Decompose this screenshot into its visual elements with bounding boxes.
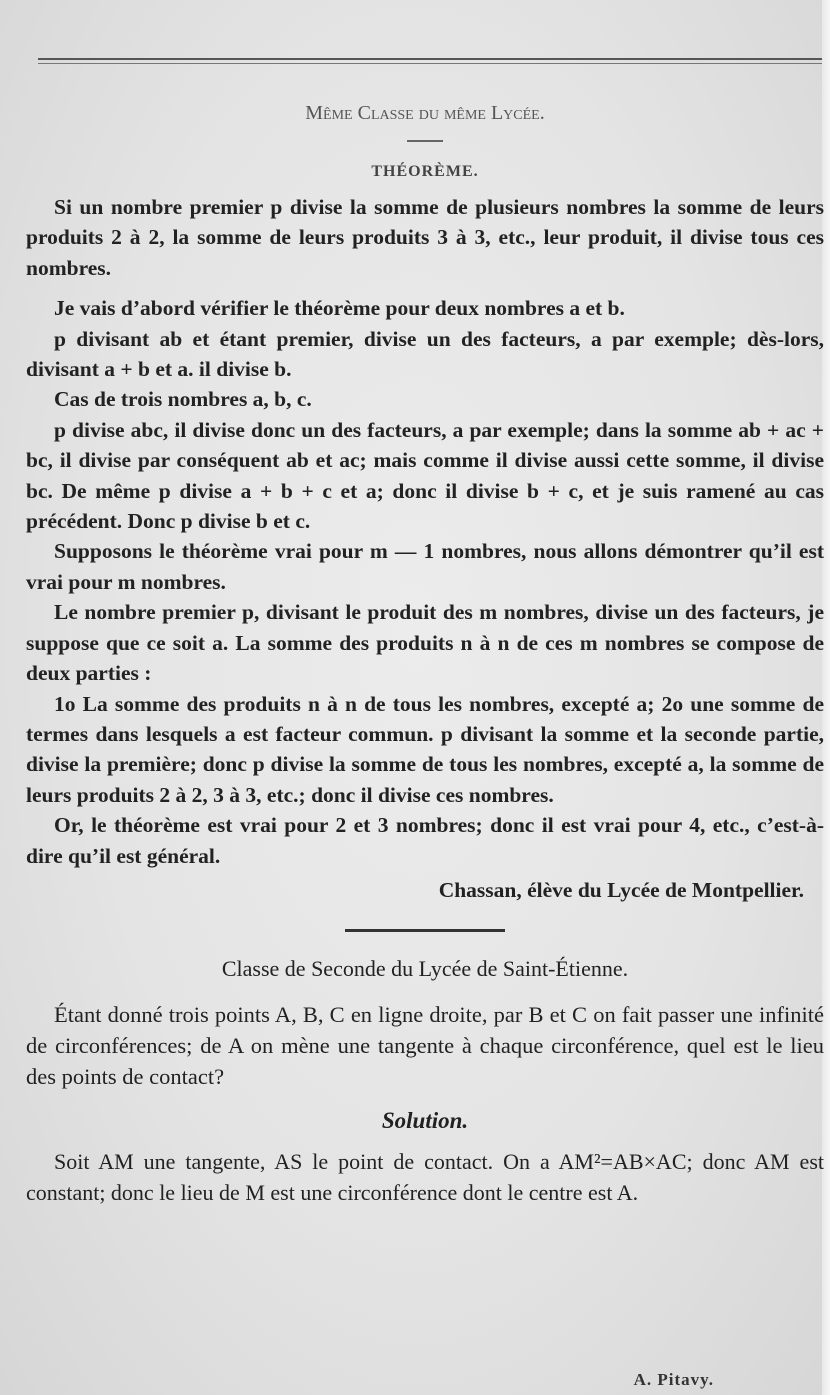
problem-statement: Étant donné trois points A, B, C en ligne droite, par B et C on fait passer une infinité de circonférences; de A on mène une tangente à chaque circonférence, quel est le lieu des points de contact? xyxy=(26,1001,824,1089)
paragraph: Je vais d’abord vérifier le théorème pour deux nombres a et b. xyxy=(54,296,625,321)
heading-rule xyxy=(407,140,443,142)
top-rule xyxy=(38,58,822,64)
paragraph: p divisant ab et étant premier, divise un des facteurs, a par exemple; dès-lors, divisant a + b et a. il divise b. xyxy=(26,326,824,382)
theorem-label: THÉORÈME. xyxy=(371,163,479,180)
separator-rule xyxy=(345,929,505,932)
section-heading: Même Classe du même Lycée. xyxy=(305,102,545,124)
paragraph: Le nombre premier p, divisant le produit des m nombres, divise un des facteurs, je suppose que ce soit a. La somme des produits n à n de ces m nombres se compose de deux parties : xyxy=(26,600,824,686)
paragraph: 1o La somme des produits n à n de tous les nombres, excepté a; 2o une somme de termes dans lesquels a est facteur commun. p divisant la somme et la seconde partie, divise la première; donc p divise la somme de tous les nombres, excepté a, la somme de leurs produits 2 à 2, 3 à 3, etc.; donc il divise ces nombres. xyxy=(26,691,824,807)
paragraph: Cas de trois nombres a, b, c. xyxy=(54,387,312,412)
paragraph: Or, le théorème est vrai pour 2 et 3 nombres; donc il est vrai pour 4, etc., c’est-à-dire qu’il est général. xyxy=(26,813,824,868)
solution-title: Solution. xyxy=(381,1107,469,1133)
signature-pitavy: A. Pitavy. xyxy=(633,1370,714,1389)
paragraph: p divise abc, il divise donc un des facteurs, a par exemple; dans la somme ab + ac + bc, il divise par conséquent ab et ac; mais comme il divise aussi cette somme, il divise bc. De même p divise a + b + c et a; donc il divise b + c, et je suis ramené au cas précédent. Donc p divise b et c. xyxy=(26,417,824,534)
class-heading: Classe de Seconde du Lycée de Saint-Étienne. xyxy=(221,956,629,982)
paragraph: Supposons le théorème vrai pour m — 1 nombres, nous allons démontrer qu’il est vrai pour m nombres. xyxy=(26,539,824,594)
theorem-statement: Si un nombre premier p divise la somme de plusieurs nombres la somme de leurs produits 2 à 2, la somme de leurs produits 3 à 3, etc., leur produit, il divise tous ces nombres. xyxy=(26,195,824,280)
document-content xyxy=(26,96,824,1208)
signature-chassan: Chassan, élève du Lycée de Montpellier. xyxy=(438,877,804,902)
solution-text: Soit AM une tangente, AS le point de contact. On a AM²=AB×AC; donc AM est constant; donc le lieu de M est une circonférence dont le centre est A. xyxy=(26,1149,824,1206)
